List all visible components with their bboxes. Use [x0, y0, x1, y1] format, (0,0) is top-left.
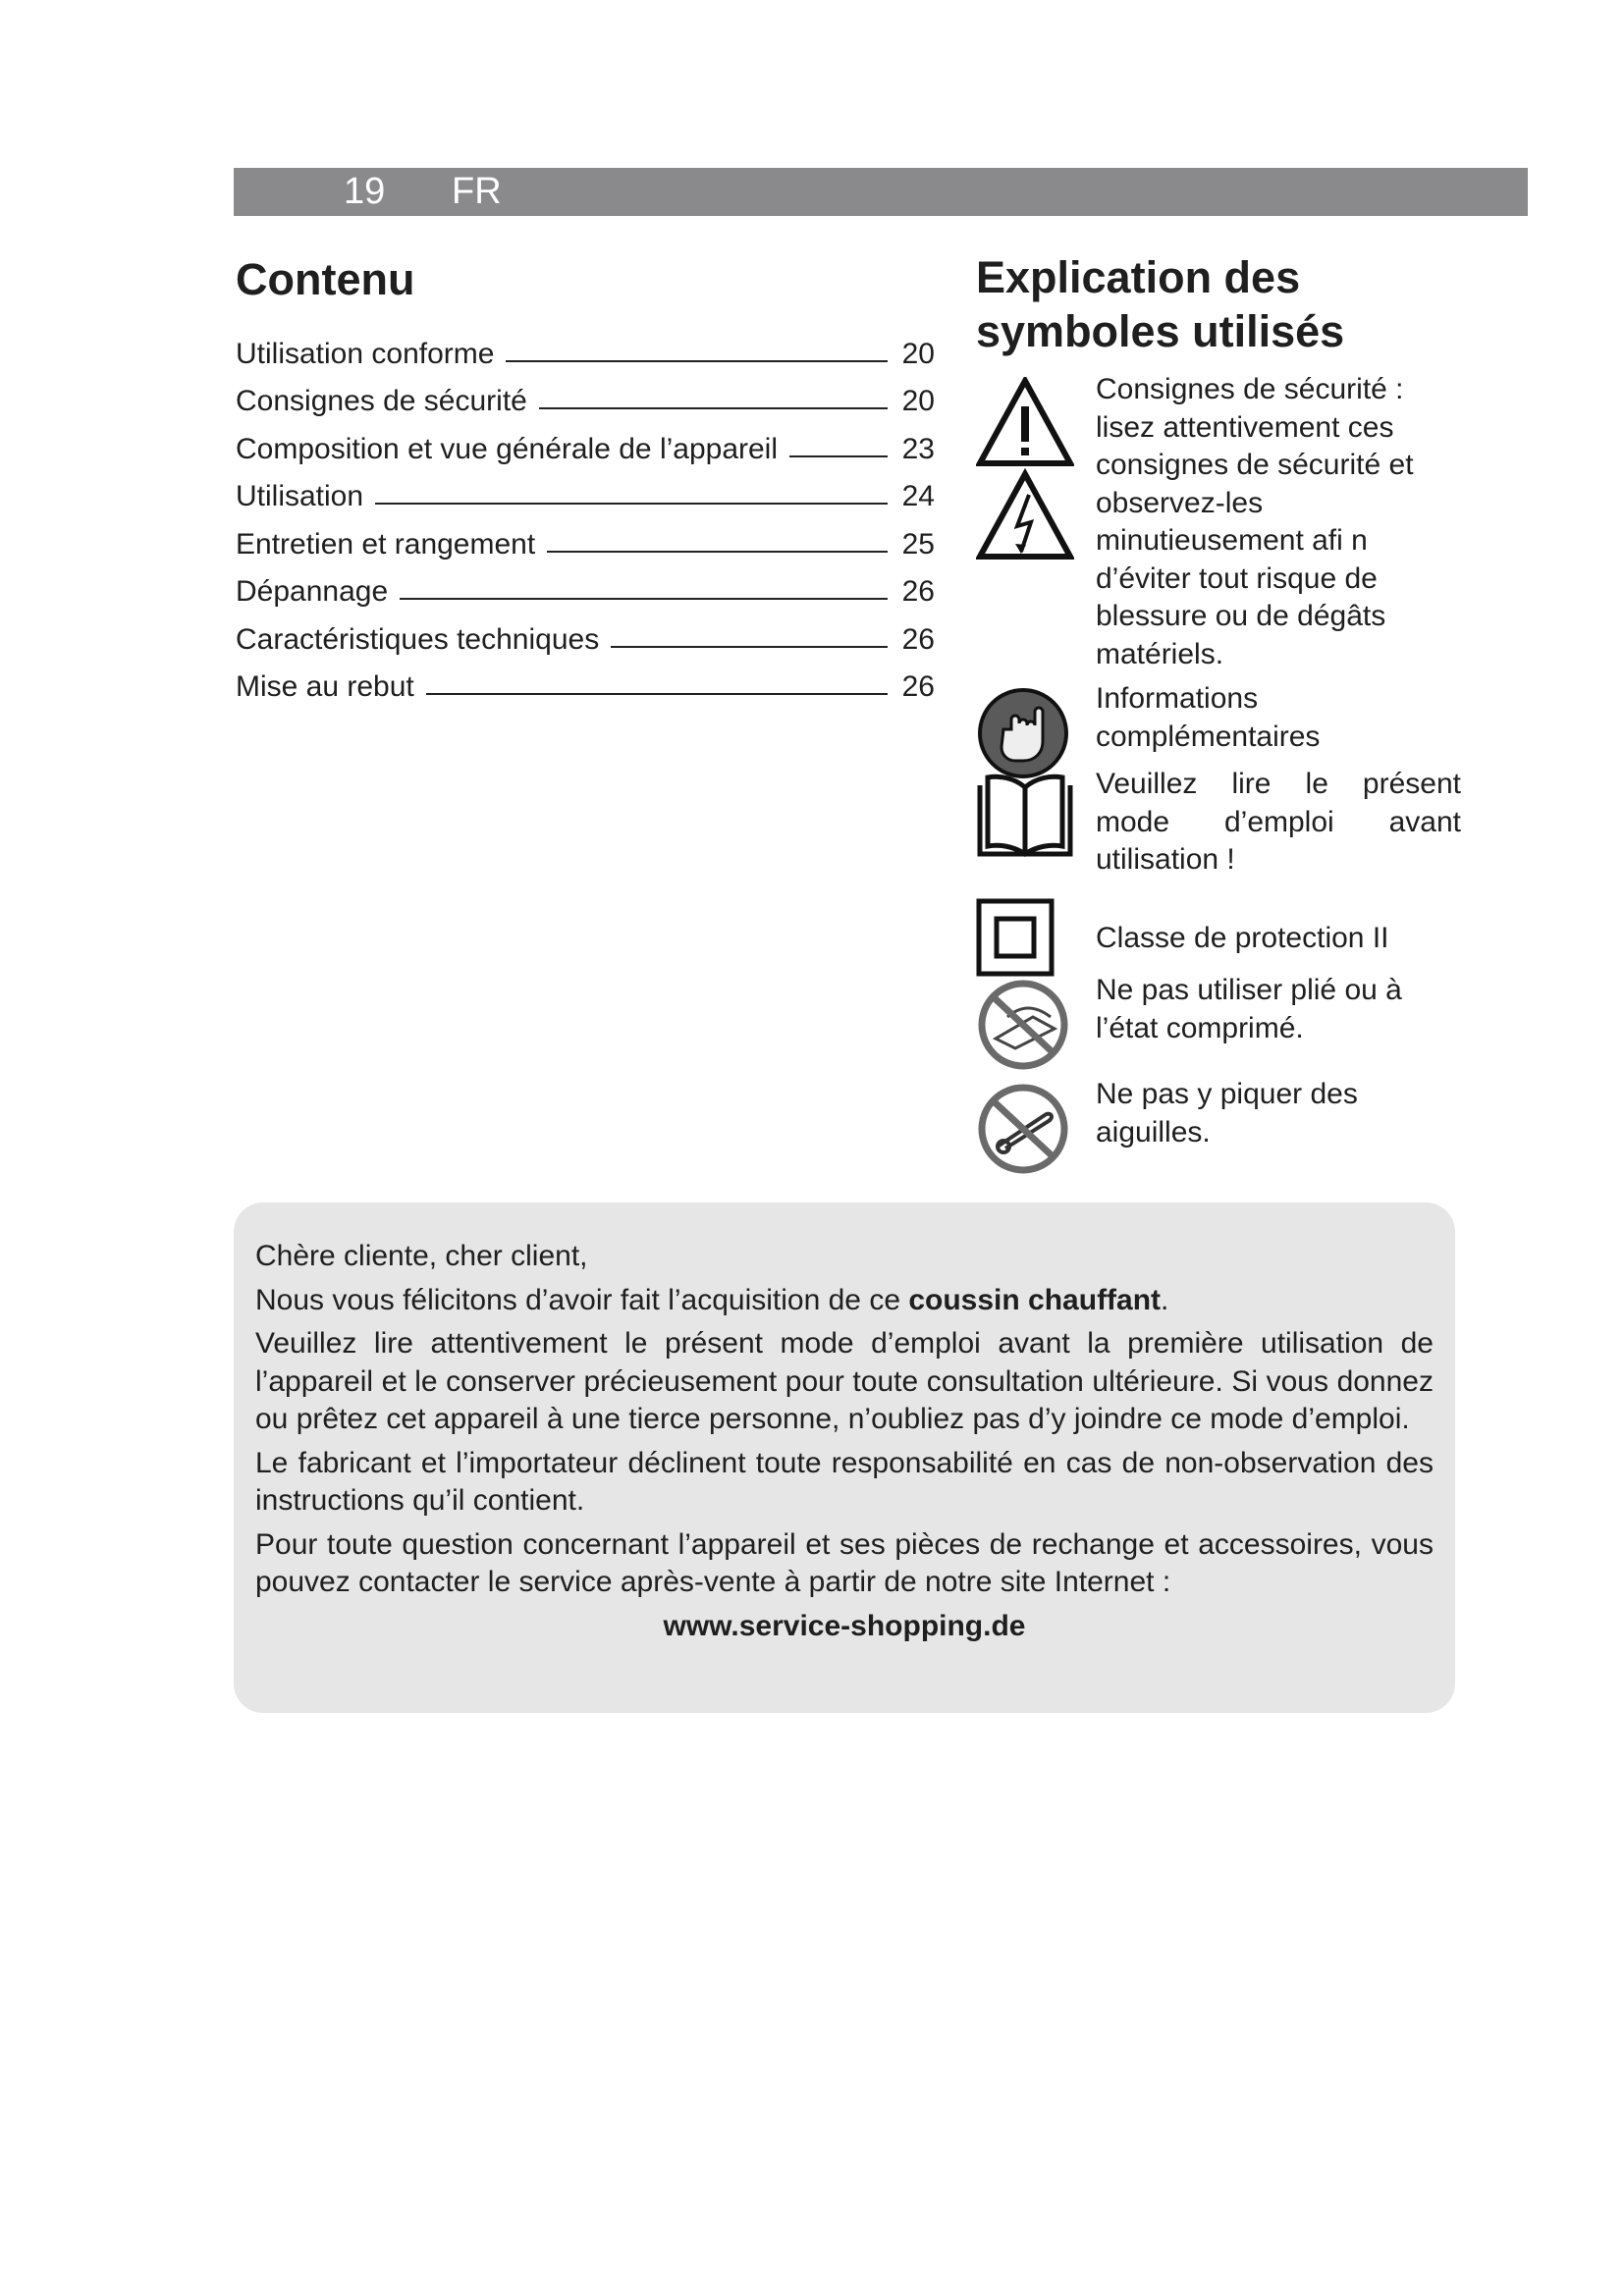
warning-triangle-icon	[976, 377, 1074, 563]
toc-item-page: 23	[901, 432, 935, 465]
high-voltage-triangle-icon	[980, 474, 1070, 557]
toc-item[interactable]	[236, 513, 935, 561]
toc-item-page: 20	[901, 385, 935, 417]
toc-item-page: 25	[901, 527, 935, 561]
toc-leader-line	[426, 693, 888, 695]
letter-greeting: Chère cliente, cher client,	[255, 1240, 588, 1272]
toc-leader-line	[375, 503, 888, 505]
symbol-row-protection-class	[976, 898, 1461, 977]
symbol-text: Ne pas y piquer des aiguilles.	[1096, 1078, 1358, 1148]
symbol-row-manual	[976, 766, 1461, 874]
letter-congrats-prefix: Nous vous félicitons d’avoir fait l’acquisition de ce	[255, 1283, 909, 1316]
toc-leader-line	[547, 551, 888, 553]
symbol-text: Consignes de sécurité : lisez attentivement ces consignes de sécurité et observez-les minutieusement afi n d’éviter tout risque de blessure ou de dégâts matériels.	[1096, 373, 1414, 670]
toc-leader-line	[506, 360, 888, 362]
toc-item-page: 20	[901, 337, 935, 370]
symbols-title: Explication des symboles utilisés	[976, 252, 1345, 356]
toc-item-label: Caractéristiques techniques	[236, 622, 600, 656]
service-website-link[interactable]: www.service-shopping.de	[663, 1609, 1026, 1642]
symbol-text: Veuillez lire le présent mode d’emploi avant utilisation !	[1096, 768, 1461, 876]
toc-item-label: Utilisation	[236, 480, 364, 512]
toc-item-page: 24	[901, 480, 935, 512]
toc-item-label: Utilisation conforme	[236, 337, 495, 370]
toc-item[interactable]	[236, 371, 935, 419]
symbol-text: Ne pas utiliser plié ou à l’état comprimé.	[1096, 974, 1402, 1044]
toc-title: Contenu	[236, 254, 415, 304]
letter-paragraph-3: Pour toute question concernant l’appareil et ses pièces de rechange et accessoires, vous pouvez contacter le service après-vente à partir de notre site Internet :	[255, 1527, 1434, 1598]
toc-leader-line	[611, 646, 888, 648]
letter-paragraph-1: Veuillez lire attentivement le présent mode d’emploi avant la première utilisation de l’appareil et le conserver précieusement pour toute consultation ultérieure. Si vous donnez ou prêtez cet appareil à une tierce personne, n’oubliez pas d’y joindre ce mode d’emploi.	[255, 1327, 1434, 1435]
toc-item[interactable]	[236, 418, 935, 466]
toc-item[interactable]	[236, 561, 935, 610]
symbol-row-no-needles	[976, 1076, 1461, 1174]
toc-item-label: Mise au rebut	[236, 670, 414, 703]
no-needles-icon	[976, 1082, 1070, 1176]
page-number: 19	[344, 171, 386, 212]
toc-item-page: 26	[901, 575, 935, 608]
letter-paragraph-2: Le fabricant et l’importateur déclinent toute responsabilité en cas de non-observation des instructions qu’il contient.	[255, 1446, 1434, 1517]
letter-congrats	[255, 1282, 1434, 1320]
toc-item-label: Consignes de sécurité	[236, 385, 527, 417]
table-of-contents	[236, 250, 935, 704]
open-book-icon	[976, 772, 1074, 860]
symbol-row-info	[976, 680, 1461, 765]
toc-item-label: Dépannage	[236, 575, 389, 608]
protection-class-ii-icon	[976, 898, 1055, 977]
symbol-row-safety	[976, 371, 1461, 695]
toc-item-page: 26	[901, 670, 935, 703]
symbol-row-no-folding	[976, 972, 1461, 1070]
toc-leader-line	[400, 598, 888, 600]
toc-leader-line	[539, 407, 888, 409]
toc-item[interactable]	[236, 323, 935, 371]
letter-congrats-suffix: .	[1161, 1283, 1169, 1316]
product-name: coussin chauffant	[908, 1283, 1162, 1316]
toc-item[interactable]	[236, 466, 935, 514]
toc-item-label: Entretien et rangement	[236, 527, 536, 561]
toc-item[interactable]	[236, 609, 935, 657]
toc-leader-line	[789, 455, 888, 457]
customer-letter-box	[234, 1202, 1455, 1713]
page-header-bar	[234, 168, 1528, 216]
symbol-text: Classe de protection II	[1096, 922, 1389, 954]
no-folding-icon	[976, 978, 1070, 1072]
language-code: FR	[452, 171, 502, 212]
symbol-text: Informations complémentaires	[1096, 682, 1321, 753]
toc-item-label: Composition et vue générale de l’appareil	[236, 432, 779, 465]
toc-item[interactable]	[236, 657, 935, 705]
symbols-legend	[976, 250, 1461, 1148]
toc-item-page: 26	[901, 622, 935, 656]
